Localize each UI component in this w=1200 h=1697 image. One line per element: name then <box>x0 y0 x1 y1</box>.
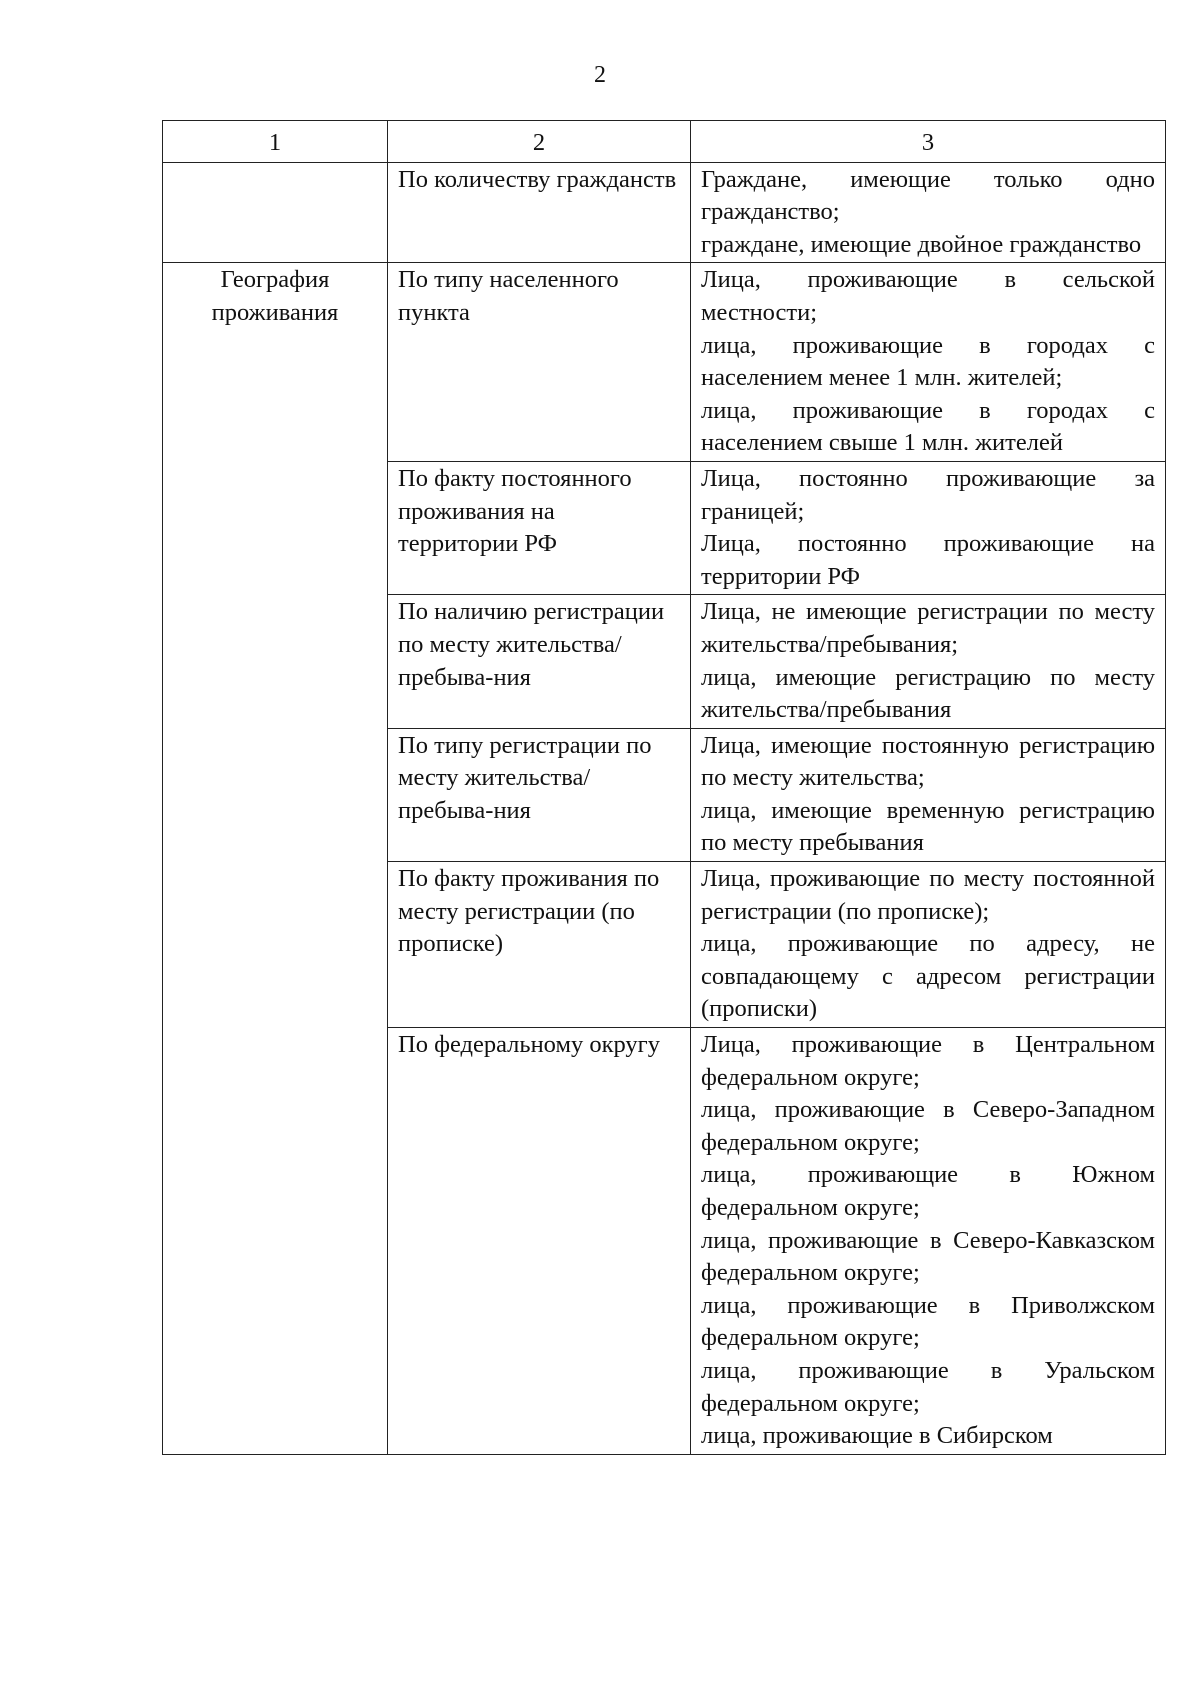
category-item: лица, проживающие в Северо-Кавказском федеральном округе; <box>701 1226 1155 1287</box>
category-item: Лица, проживающие по месту постоянной регистрации (по прописке); <box>701 865 1155 925</box>
criterion-cell: По факту проживания по месту регистрации (по прописке) <box>388 862 691 1028</box>
category-item: лица, проживающие в городах с населением свыше 1 млн. жителей <box>701 396 1155 457</box>
category-item: Лица, имеющие постоянную регистрацию по месту жительства; <box>701 731 1155 792</box>
table-header-row <box>163 121 1166 163</box>
category-item: Граждане, имеющие только одно гражданство; <box>701 165 1155 226</box>
criterion-cell: По типу регистрации по месту жительства/пребыва-ния <box>388 728 691 861</box>
categories-cell <box>691 862 1166 1028</box>
table-row <box>163 263 1166 462</box>
group-cell <box>163 162 388 263</box>
category-item: лица, имеющие временную регистрацию по месту пребывания <box>701 796 1155 857</box>
categories-cell <box>691 162 1166 263</box>
classification-table <box>162 120 1166 1455</box>
page-number: 2 <box>594 62 606 88</box>
table-row <box>163 162 1166 263</box>
categories-cell <box>691 461 1166 594</box>
category-item: Лица, постоянно проживающие на территории РФ <box>701 530 1155 590</box>
category-item: Лица, не имеющие регистрации по месту жительства/пребывания; <box>701 598 1155 658</box>
categories-cell <box>691 1028 1166 1455</box>
criterion-cell: По федеральному округу <box>388 1028 691 1455</box>
category-item: лица, проживающие по адресу, не совпадающему с адресом регистрации (прописки) <box>701 930 1155 1023</box>
category-item: лица, проживающие в городах с населением менее 1 млн. жителей; <box>701 331 1155 392</box>
category-item: граждане, имеющие двойное гражданство <box>701 230 1142 258</box>
column-header-3: 3 <box>691 121 1166 163</box>
category-item: лица, проживающие в Уральском федеральном округе; <box>701 1356 1155 1417</box>
category-item: Лица, постоянно проживающие за границей; <box>701 464 1155 525</box>
categories-cell <box>691 728 1166 861</box>
category-item: лица, проживающие в Приволжском федеральном округе; <box>701 1291 1155 1352</box>
criterion-cell: По количеству гражданств <box>388 162 691 263</box>
column-header-2: 2 <box>388 121 691 163</box>
categories-cell <box>691 595 1166 728</box>
category-item: лица, проживающие в Сибирском <box>701 1422 1053 1450</box>
column-header-1: 1 <box>163 121 388 163</box>
category-item: лица, проживающие в Южном федеральном округе; <box>701 1161 1155 1221</box>
group-cell: География проживания <box>163 263 388 1454</box>
criterion-cell: По наличию регистрации по месту жительства/пребыва-ния <box>388 595 691 728</box>
criterion-cell: По типу населенного пункта <box>388 263 691 462</box>
category-item: лица, имеющие регистрацию по месту жительства/пребывания <box>701 663 1155 724</box>
category-item: Лица, проживающие в Центральном федеральном округе; <box>701 1031 1155 1091</box>
categories-cell <box>691 263 1166 462</box>
category-item: лица, проживающие в Северо-Западном федеральном округе; <box>701 1096 1155 1156</box>
criterion-cell: По факту постоянного проживания на территории РФ <box>388 461 691 594</box>
category-item: Лица, проживающие в сельской местности; <box>701 266 1155 326</box>
